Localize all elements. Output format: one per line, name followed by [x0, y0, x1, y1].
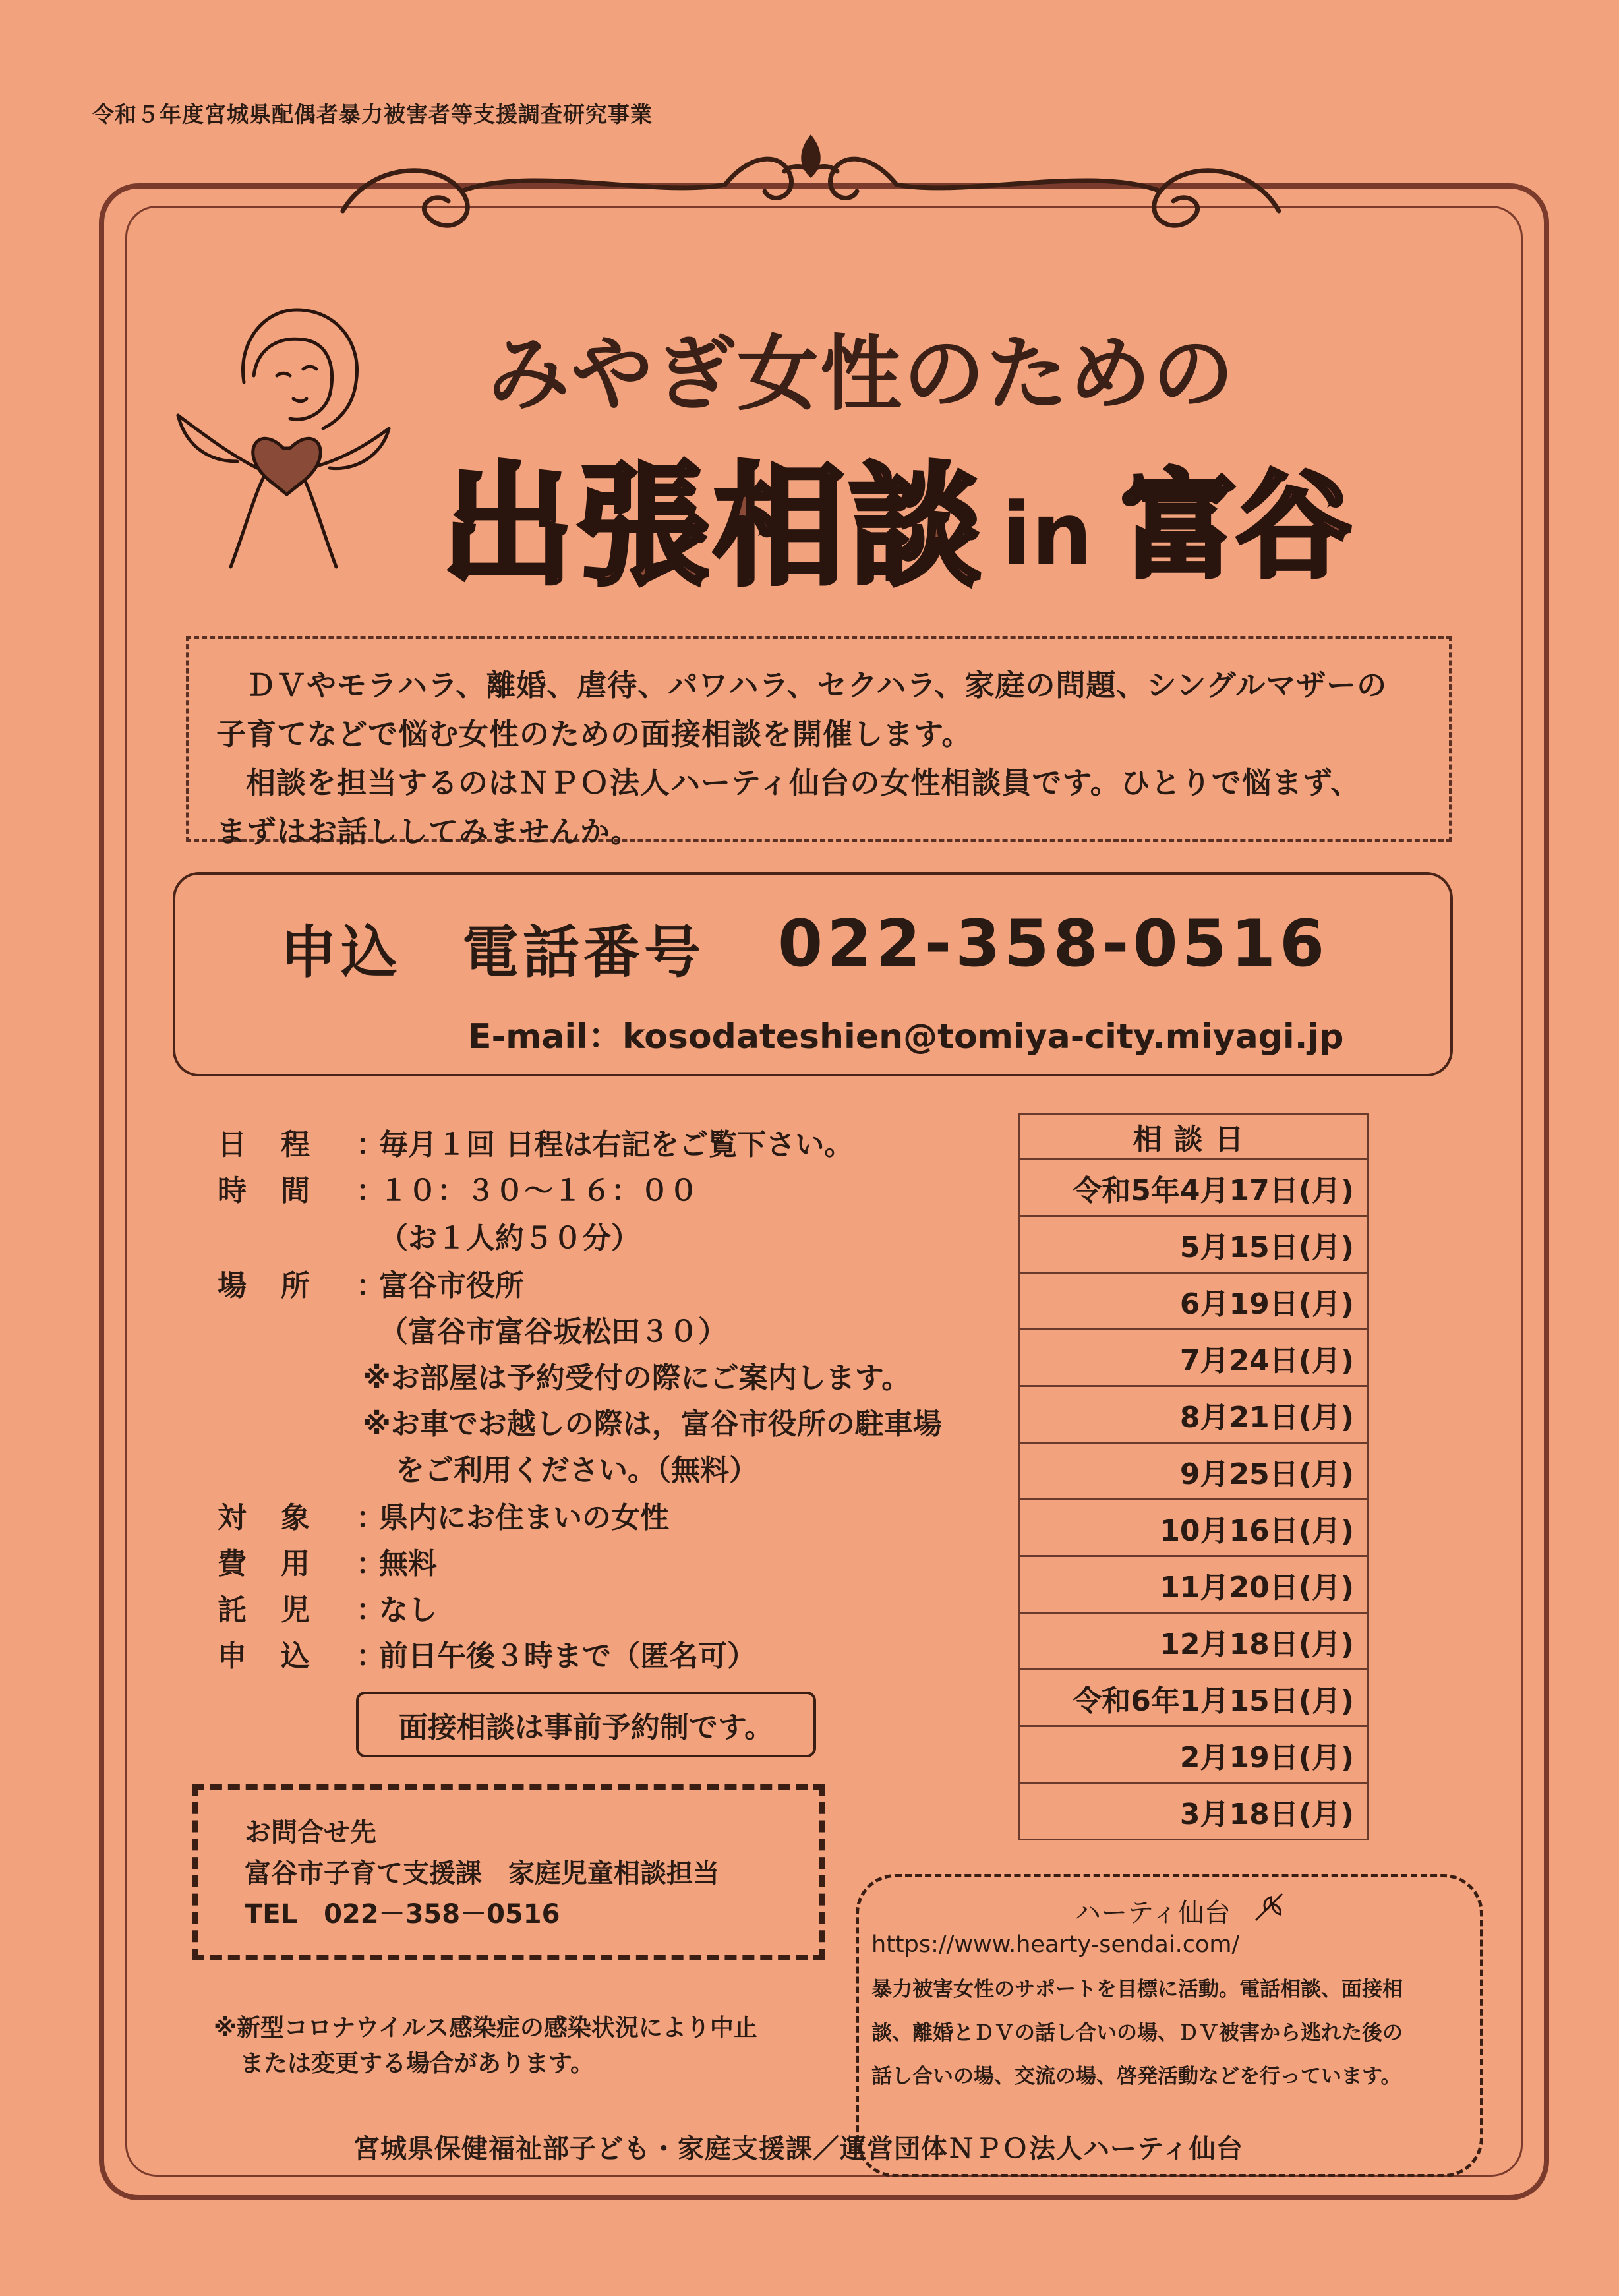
date-cell: 11月20日(月)	[1020, 1556, 1369, 1613]
colon: ：	[356, 1174, 385, 1208]
intro-text: 子育てなどで悩む女性のための面接相談を開催します。	[216, 717, 972, 751]
ornament-flourish	[330, 125, 1292, 257]
colon: ：	[356, 1128, 385, 1162]
place-value: 富谷市役所	[379, 1269, 524, 1303]
tel-number[interactable]: 022-358-0516	[778, 906, 1329, 982]
hearty-url[interactable]: https://www.hearty-sendai.com/	[871, 1931, 1240, 1958]
hearty-desc-line: 談、離婚とＤＶの話し合いの場、ＤＶ被害から逃れた後の	[871, 2021, 1403, 2045]
leaf-icon	[1252, 1891, 1285, 1924]
covid-note-line: ※新型コロナウイルス感染症の感染状況により中止	[214, 2015, 757, 2042]
time-label: 時間	[218, 1174, 344, 1208]
apply-label: 申込	[218, 1639, 344, 1673]
childcare-label: 託児	[218, 1593, 344, 1627]
place-note: ※お部屋は予約受付の際にご案内します。	[363, 1361, 911, 1395]
title-line1: みやぎ女性のための	[488, 327, 1236, 422]
date-cell: 6月19日(月)	[1020, 1273, 1369, 1330]
intro-text: まずはお話ししてみませんか。	[216, 814, 641, 849]
date-cell: 3月18日(月)	[1020, 1783, 1369, 1840]
target-value: 県内にお住まいの女性	[379, 1501, 669, 1535]
date-cell: 12月18日(月)	[1020, 1613, 1369, 1670]
hearty-name: ハーティ仙台	[1074, 1898, 1231, 1928]
reservation-notice: 面接相談は事前予約制です。	[356, 1692, 816, 1757]
intro-text: 相談を担当するのはＮＰＯ法人ハーティ仙台の女性相談員です。ひとりで悩まず、	[246, 765, 1361, 800]
childcare-value: なし	[379, 1593, 437, 1627]
target-label: 対象	[218, 1501, 344, 1535]
hearty-desc-line: 暴力被害女性のサポートを目標に活動。電話相談、面接相	[871, 1978, 1403, 2001]
date-cell: 5月15日(月)	[1020, 1216, 1369, 1273]
title-place: 富谷	[1121, 460, 1351, 594]
covid-note-line: または変更する場合があります。	[240, 2050, 595, 2077]
place-label: 場所	[218, 1269, 344, 1303]
time-note: （お１人約５０分）	[379, 1222, 640, 1255]
title-in: in	[1002, 484, 1093, 584]
schedule-label: 日程	[218, 1128, 344, 1162]
inquiry-tel[interactable]: TEL 022－358－0516	[245, 1899, 560, 1929]
date-cell: 9月25日(月)	[1020, 1443, 1369, 1500]
title-main: 出張相談	[442, 450, 986, 604]
schedule-value: 毎月１回 日程は右記をご覧下さい。	[379, 1128, 854, 1162]
email-address[interactable]: E-mail：kosodateshien@tomiya-city.miyagi.jp	[468, 1017, 1344, 1057]
inquiry-box	[192, 1784, 825, 1960]
place-address: （富谷市富谷坂松田３０）	[379, 1315, 727, 1349]
intro-text: ＤＶやモラハラ、離婚、虐待、パワハラ、セクハラ、家庭の問題、シングルマザーの	[246, 668, 1388, 703]
consultation-days-table	[1018, 1113, 1369, 1840]
footer-organizers: 宮城県保健福祉部子ども・家庭支援課／運営団体ＮＰＯ法人ハーティ仙台	[353, 2134, 1243, 2164]
colon: ：	[356, 1547, 385, 1581]
place-note: ※お車でお越しの際は，富谷市役所の駐車場	[363, 1407, 942, 1441]
intro-box	[186, 636, 1452, 849]
fee-value: 無料	[379, 1547, 437, 1581]
time-value: １０：３０～１６：００	[379, 1174, 698, 1208]
date-cell: 10月16日(月)	[1020, 1500, 1369, 1556]
fee-label: 費用	[218, 1547, 344, 1581]
apply-value: 前日午後３時まで（匿名可）	[379, 1639, 756, 1673]
inquiry-title: お問合せ先	[245, 1817, 376, 1848]
colon: ：	[356, 1593, 385, 1627]
date-cell: 7月24日(月)	[1020, 1330, 1369, 1386]
date-cell: 8月21日(月)	[1020, 1386, 1369, 1443]
date-cell: 令和5年4月17日(月)	[1020, 1160, 1369, 1216]
woman-with-heart-illustration	[138, 283, 415, 593]
inquiry-dept: 富谷市子育て支援課 家庭児童相談担当	[245, 1858, 719, 1889]
date-cell: 2月19日(月)	[1020, 1726, 1369, 1783]
covid-note	[214, 2011, 757, 2082]
tel-label: 申込 電話番号	[280, 920, 705, 986]
place-note: をご利用ください。（無料）	[396, 1454, 758, 1487]
colon: ：	[356, 1269, 385, 1303]
hearty-description	[871, 1968, 1478, 2098]
colon: ：	[356, 1501, 385, 1535]
hearty-desc-line: 話し合いの場、交流の場、啓発活動などを行っています。	[871, 2065, 1401, 2088]
date-cell: 令和6年1月15日(月)	[1020, 1670, 1369, 1726]
table-header: 相談日	[1020, 1114, 1369, 1160]
colon: ：	[356, 1639, 385, 1673]
project-note: 令和５年度宮城県配偶者暴力被害者等支援調査研究事業	[92, 102, 653, 127]
